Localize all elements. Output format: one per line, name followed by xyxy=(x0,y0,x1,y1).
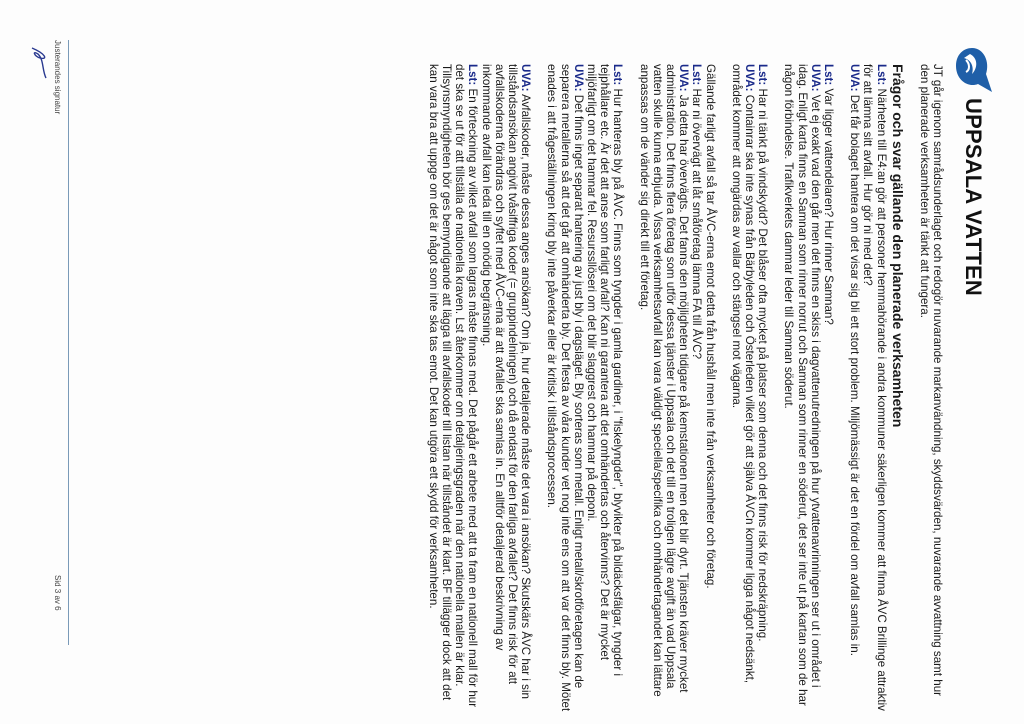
qa-item xyxy=(427,64,480,714)
qa-text: Vet ej exakt vad den går men det finns en skiss i dagvattenutredningen på hur ytvattenavrinningen ser ut i området i idag. Enligt karta finns en Samnan som rinner norrut och Samnan som rinner en söderut, det ser inte ut på kartan som de har någon förbindelse. Trafikverkets dammar leder till Samnan söderut. xyxy=(782,64,822,706)
qa-item xyxy=(861,64,887,714)
qa-item xyxy=(690,64,703,714)
speaker-label: UVA: xyxy=(742,64,756,92)
qa-text: Har ni tänkt på vindskydd? Det blåser ofta mycket på platser som denna och det finns risk för nedskräpning. xyxy=(756,85,770,642)
speaker-label: Lst: xyxy=(874,64,888,86)
speaker-label: UVA: xyxy=(519,64,533,92)
qa-item xyxy=(545,64,585,714)
qa-block-5 xyxy=(545,64,624,714)
qa-text: Avfallskoder, måste dessa anges ansökan? Om ja, hur detaljerade måste det vara i ansökan? Skutskärs ÅVC har i sin tillståndsansökan angivit tvåsiffriga koder (= gruppindelningen) och då endast för den farliga avfallet? Det finns risk för att avfallskoderna förändras och syftet med ÅVC-erna är att avfallet ska samlas in. En alltför detaljerad beskrivning av inkommande avfall kan leda till en onödig begränsning. xyxy=(479,64,533,699)
qa-text: Närheten till E4:an gör att personer hemmahörande i andra kommuner säkerligen kommer att finna ÅVC Brillinge attraktiv för att lämna sitt avfall. Hur gör ni med det? xyxy=(861,64,888,711)
qa-item xyxy=(730,64,756,714)
qa-text: Ja detta har övervägts. Det fanns den möjligheten tidigare på kemstationen men det blir dyrt. Tjänsten kräver mycket administration. Det finns flera företag som utför dessa tjänster i Uppsala och det till en troligen lägre avgift än vad Uppsala vatten skulle kunna erbjuda. Vissa verksamhetsavfall kan vara väldigt speciella/specifika och omhändertagandet kan lättare anpassas om de vänder sig direkt till ett företag. xyxy=(637,64,691,697)
speaker-label: Lst: xyxy=(756,64,770,86)
qa-text: Containrar ska inte synas från Bärbyleden och Österleden vilket gör att själva ÅVCn kommer ligga något nedsänkt, området kommer att omgärdas av vallar och stängsel mot vägarna. xyxy=(729,64,756,684)
qa-text: En förteckning av vilket avfall som lagras måste finnas med. Det pågår ett arbete med att ta fram en nationell mall för hur det ska se ut för att tillställa de nationella kraven. Lst återkommer om detaljeringsgraden när den nationella mallen är klar. Tillsynsmyndigheten bör ges bemyndigande att lägga till avfallskoder till listan när tillståndet är klart. BF tillägger dock att det kan vara bra att uppge om det är något som inte ska tas emot. Det kan utgöra ett skydd för verksamheten. xyxy=(426,64,480,708)
speaker-label: Lst: xyxy=(690,64,704,86)
speaker-label: UVA: xyxy=(808,64,822,92)
logo-text: UPPSALA VATTEN xyxy=(961,98,986,296)
water-drop-icon xyxy=(952,40,994,94)
qa-item xyxy=(703,64,716,714)
logo xyxy=(952,40,994,296)
document-body xyxy=(414,64,945,714)
speaker-label: Lst: xyxy=(821,64,835,86)
qa-item xyxy=(848,64,861,714)
qa-block-2 xyxy=(782,64,835,714)
qa-text: Har ni övervägt att låt småföretag lämna FA till ÅVC? xyxy=(690,85,704,360)
qa-item xyxy=(637,64,690,714)
qa-item xyxy=(782,64,822,714)
footer-divider xyxy=(68,40,69,645)
speaker-label: UVA: xyxy=(571,64,585,92)
page-number: Sid 3 av 6 xyxy=(53,575,62,611)
qa-text: Var ligger vattendelaren? Hur rinner Samnan? xyxy=(821,85,835,325)
qa-block-6 xyxy=(427,64,533,714)
qa-item xyxy=(479,64,532,714)
handwritten-signature xyxy=(26,44,52,84)
intro-paragraph: JT går igenom samrådsunderlaget och redogör nuvarande markanvändning, skyddsvärden, nuvarande avvattning samt hur den planerade verksamheten är tänkt att fungera. xyxy=(917,64,944,697)
speaker-label: Lst: xyxy=(611,64,625,86)
qa-text: Det finns inget separat hantering av just bly i dagsläget. Bly sorteras som metall. Enligt metall/skrotföretagen kan de separera metallerna så att det går att omhändertа bly. Det flesta av våra kunder vet nog inte ens om att var det finns bly. Mötet enades i att frågeställningen kring bly inte påverkar eller är kritisk i tillståndsprocessen. xyxy=(545,64,585,712)
section-heading: Frågor och svar gällande den planerade verksamheten xyxy=(889,64,906,428)
qa-block-1 xyxy=(848,64,888,714)
signature-label: Justerandes signatur xyxy=(53,40,62,115)
qa-item xyxy=(822,64,835,714)
qa-text: Hur hanteras bly på ÅVC. Finns som tyngder i gamla gardiner, i "fiskelyngder", blyvikter på bildäcksfälgar, tyngder i tejphållare etc. Är det att anse som farligt avfall? Kan ni garantera att det omhändertas och återvinns? Det är mycket miljöfarligt om det hamnar fel. Resurssllöseri om det blir slaggrest och hamnar på deponi. xyxy=(584,64,625,677)
qa-item xyxy=(585,64,625,714)
speaker-label: UVA: xyxy=(848,64,862,92)
qa-item xyxy=(756,64,769,714)
qa-block-4 xyxy=(637,64,716,714)
qa-text: Gällande farligt avfall så tar ÅVC-erna emot detta från hushåll men inte från verksamheter och företag. xyxy=(703,64,717,589)
speaker-label: UVA: xyxy=(677,64,691,92)
speaker-label: Lst: xyxy=(466,64,480,86)
qa-text: Det får bolaget hantera om det visar sig bli ett stort problem. Miljömässigt är det en fördel om avfall samlas in. xyxy=(848,91,862,656)
qa-block-3 xyxy=(730,64,770,714)
